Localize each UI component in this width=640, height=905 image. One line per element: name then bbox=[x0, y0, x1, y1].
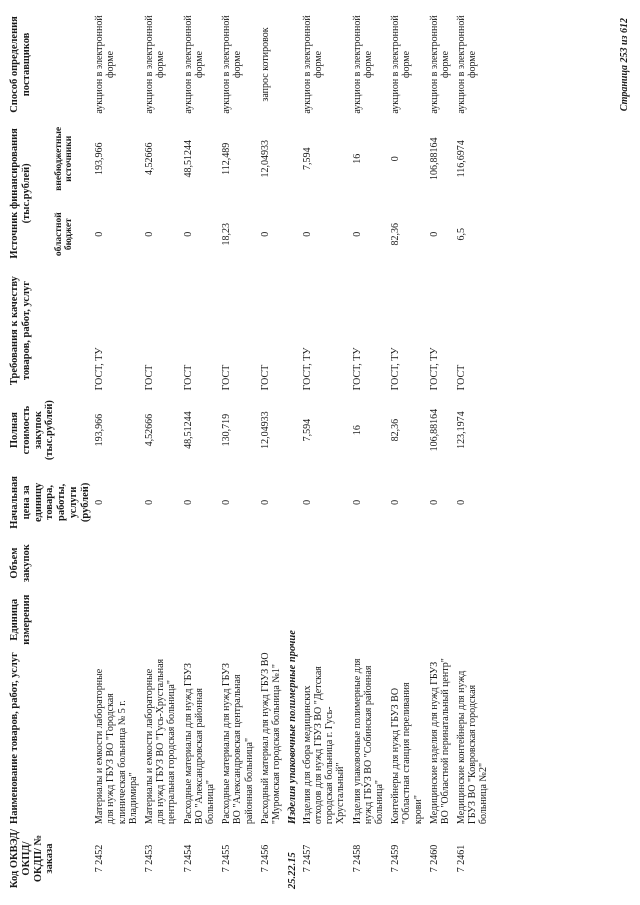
table-body-b bbox=[300, 11, 493, 891]
regional-cell: 0 bbox=[144, 231, 155, 237]
extra-cell: 7,594 bbox=[301, 147, 313, 171]
volume-cell bbox=[92, 537, 142, 589]
price-cell: 0 bbox=[351, 499, 363, 505]
price-cell: 0 bbox=[390, 499, 402, 505]
regional-cell: 0 bbox=[259, 231, 271, 237]
code-cell bbox=[181, 826, 220, 891]
unit-cell bbox=[300, 589, 350, 650]
method-cell: аукцион в электронной форме bbox=[94, 15, 117, 114]
name-cell: Изделия упаковочные полимерные для нужд ГБУЗ ВО "Собинская районная больница" bbox=[351, 658, 385, 825]
method-cell: аукцион в электронной форме bbox=[428, 15, 451, 114]
header-unit: Единица измерения bbox=[9, 594, 32, 645]
order-number: 2456 bbox=[259, 844, 271, 865]
regional-cell: 0 bbox=[428, 231, 440, 237]
extra-cell: 48,51244 bbox=[182, 140, 194, 178]
regional-cell: 6,5 bbox=[456, 227, 468, 241]
header-volume: Объем закупок bbox=[9, 544, 32, 583]
table-row bbox=[350, 11, 389, 891]
code-cell bbox=[300, 826, 350, 891]
code-cell bbox=[427, 826, 454, 891]
total-cell: 12,04933 bbox=[259, 411, 271, 449]
table-row bbox=[300, 11, 350, 891]
volume-cell bbox=[219, 537, 258, 589]
quality-cell: ГОСТ bbox=[182, 364, 194, 391]
code-cell bbox=[388, 826, 427, 891]
quality-cell: ГОСТ bbox=[456, 364, 468, 391]
name-cell: Расходные материалы для нужд ГБУЗ ВО "Александровская центральная районная больница" bbox=[221, 662, 255, 825]
total-cell: 82,36 bbox=[390, 418, 402, 442]
method-cell: аукцион в электронной форме bbox=[301, 15, 324, 114]
order-number: 2461 bbox=[456, 844, 468, 865]
header-name: Наименование товаров, работ, услуг bbox=[9, 652, 20, 824]
header-finance-regional: областной бюджет bbox=[53, 212, 75, 257]
code-cell bbox=[219, 826, 258, 891]
method-cell: аукцион в электронной форме bbox=[144, 15, 167, 114]
price-cell: 0 bbox=[144, 499, 155, 505]
row-code: 7 bbox=[182, 867, 194, 873]
extra-cell: 116,6974 bbox=[456, 140, 468, 178]
order-number: 2458 bbox=[351, 844, 363, 865]
method-cell: аукцион в электронной форме bbox=[351, 15, 374, 114]
quality-cell: ГОСТ, ТУ bbox=[94, 347, 106, 391]
quality-cell: ГОСТ, ТУ bbox=[301, 347, 313, 391]
price-cell: 0 bbox=[221, 499, 233, 505]
row-code: 7 bbox=[351, 867, 363, 873]
unit-cell bbox=[454, 589, 493, 650]
total-cell: 4,52666 bbox=[144, 413, 155, 447]
total-cell: 16 bbox=[351, 425, 363, 436]
name-cell: Материалы и емкости лабораторные для нужд ГБУЗ ВО "Городская клиническая больница № 5 г. Владимира" bbox=[94, 668, 139, 825]
header-price: Начальная цена за единицу товара, работы, услуги (рублей) bbox=[9, 476, 91, 529]
header-quality: Требования к качеству товаров, работ, услуг bbox=[9, 276, 32, 386]
quality-cell: ГОСТ bbox=[144, 364, 155, 391]
method-cell: аукцион в электронной форме bbox=[456, 15, 479, 114]
unit-cell bbox=[92, 589, 142, 650]
extra-cell: 112,489 bbox=[221, 142, 233, 175]
order-number: 2460 bbox=[428, 844, 440, 865]
volume-cell bbox=[181, 537, 220, 589]
header-finance-extra: внебюджетные источники bbox=[53, 126, 75, 191]
regional-cell: 0 bbox=[351, 231, 363, 237]
table-row bbox=[454, 11, 493, 891]
code-cell bbox=[454, 826, 493, 891]
section-body bbox=[285, 11, 300, 891]
volume-cell bbox=[300, 537, 350, 589]
name-cell: Расходный материал для нужд ГБУЗ ВО "Муромская городская больница №1" bbox=[259, 652, 282, 825]
order-number: 2454 bbox=[182, 844, 194, 865]
total-cell: 48,51244 bbox=[182, 411, 194, 449]
name-cell: Расходные материалы для нужд ГБУЗ ВО "Александровская районная больница" bbox=[182, 662, 216, 825]
volume-cell bbox=[350, 537, 389, 589]
header-code: Код ОКВЭД/ ОКПД/ ОКДП/ № заказа bbox=[9, 828, 56, 889]
method-cell: запрос котировок bbox=[259, 27, 271, 102]
row-code: 7 bbox=[94, 867, 106, 873]
table-row bbox=[219, 11, 258, 891]
row-code: 7 bbox=[456, 867, 468, 873]
volume-cell bbox=[454, 537, 493, 589]
volume-cell bbox=[258, 537, 285, 589]
total-cell: 193,966 bbox=[94, 413, 106, 447]
table-row bbox=[427, 11, 454, 891]
unit-cell bbox=[219, 589, 258, 650]
row-code: 7 bbox=[428, 867, 440, 873]
code-cell bbox=[92, 826, 142, 891]
total-cell: 106,88164 bbox=[428, 408, 440, 452]
name-cell: Контейнеры для нужд ГБУЗ ВО "Областная станция переливания крови" bbox=[390, 682, 424, 825]
row-code: 7 bbox=[390, 867, 402, 873]
method-cell: аукцион в электронной форме bbox=[390, 15, 413, 114]
order-number: 2452 bbox=[94, 844, 106, 865]
header-method: Способ определения поставщиков bbox=[9, 16, 32, 113]
extra-cell: 106,88164 bbox=[428, 137, 440, 181]
unit-cell bbox=[258, 589, 285, 650]
total-cell: 7,594 bbox=[301, 418, 313, 442]
extra-cell: 12,04933 bbox=[259, 140, 271, 178]
unit-cell bbox=[142, 589, 181, 650]
quality-cell: ГОСТ bbox=[221, 364, 233, 391]
volume-cell bbox=[142, 537, 181, 589]
name-cell: Медицинские изделия для нужд ГБУЗ ВО "Областной перинатальный центр" bbox=[428, 658, 451, 825]
table-row bbox=[181, 11, 220, 891]
name-cell: Материалы и емкости лабораторные для нужд ГБУЗ ВО "Гусь-Хрустальная центральная городская больница" bbox=[144, 658, 178, 825]
regional-cell: 0 bbox=[182, 231, 194, 237]
order-number: 2459 bbox=[390, 844, 402, 865]
total-cell: 130,719 bbox=[221, 413, 233, 447]
table-body-a bbox=[92, 11, 285, 891]
row-code: 7 bbox=[144, 867, 155, 873]
code-cell bbox=[142, 826, 181, 891]
code-cell bbox=[350, 826, 389, 891]
price-cell: 0 bbox=[259, 499, 271, 505]
regional-cell: 82,36 bbox=[390, 222, 402, 246]
price-cell: 0 bbox=[428, 499, 440, 505]
row-code: 7 bbox=[221, 867, 233, 873]
table-row bbox=[142, 11, 181, 891]
section-code: 25.22.15 bbox=[287, 852, 299, 889]
header-finance: Источник финансирования (тыс.рублей) bbox=[9, 128, 32, 259]
code-cell bbox=[258, 826, 285, 891]
extra-cell: 4,52666 bbox=[144, 142, 155, 176]
name-cell: Медицинские контейнеры для нужд ГБУЗ ВО "Ковровская городская больница №2" bbox=[456, 670, 490, 825]
method-cell: аукцион в электронной форме bbox=[221, 15, 244, 114]
method-cell: аукцион в электронной форме bbox=[182, 15, 205, 114]
volume-cell bbox=[427, 537, 454, 589]
extra-cell: 16 bbox=[351, 153, 363, 164]
name-cell: Изделия для сбора медицинских отходов для нужд ГБУЗ ВО "Детская городская больница г. Гусь-Хрустальный" bbox=[301, 666, 347, 825]
order-number: 2455 bbox=[221, 844, 233, 865]
section-title: Изделия упаковочные полимерные прочие bbox=[287, 630, 299, 825]
regional-cell: 0 bbox=[94, 231, 106, 237]
unit-cell bbox=[388, 589, 427, 650]
order-number: 2453 bbox=[144, 844, 155, 865]
quality-cell: ГОСТ bbox=[259, 364, 271, 391]
table-row bbox=[92, 11, 142, 891]
price-cell: 0 bbox=[94, 499, 106, 505]
unit-cell bbox=[350, 589, 389, 650]
section-row bbox=[285, 11, 300, 891]
total-cell: 123,1974 bbox=[456, 411, 468, 449]
table-row bbox=[258, 11, 285, 891]
header-total: Полная стоимость закупок (тыс.рублей) bbox=[9, 400, 56, 461]
table-header bbox=[8, 11, 92, 891]
volume-cell bbox=[388, 537, 427, 589]
extra-cell: 0 bbox=[390, 156, 402, 162]
quality-cell: ГОСТ, ТУ bbox=[351, 347, 363, 391]
regional-cell: 0 bbox=[301, 231, 313, 237]
quality-cell: ГОСТ, ТУ bbox=[390, 347, 402, 391]
page-footer: Страница 253 из 612 bbox=[618, 18, 630, 112]
unit-cell bbox=[427, 589, 454, 650]
row-code: 7 bbox=[259, 867, 271, 873]
procurement-table bbox=[8, 11, 493, 891]
extra-cell: 193,966 bbox=[94, 142, 106, 176]
price-cell: 0 bbox=[182, 499, 194, 505]
price-cell: 0 bbox=[456, 499, 468, 505]
table-row bbox=[388, 11, 427, 891]
quality-cell: ГОСТ, ТУ bbox=[428, 347, 440, 391]
order-number: 2457 bbox=[301, 844, 313, 865]
price-cell: 0 bbox=[301, 499, 313, 505]
unit-cell bbox=[181, 589, 220, 650]
regional-cell: 18,23 bbox=[221, 222, 233, 246]
row-code: 7 bbox=[301, 867, 313, 873]
